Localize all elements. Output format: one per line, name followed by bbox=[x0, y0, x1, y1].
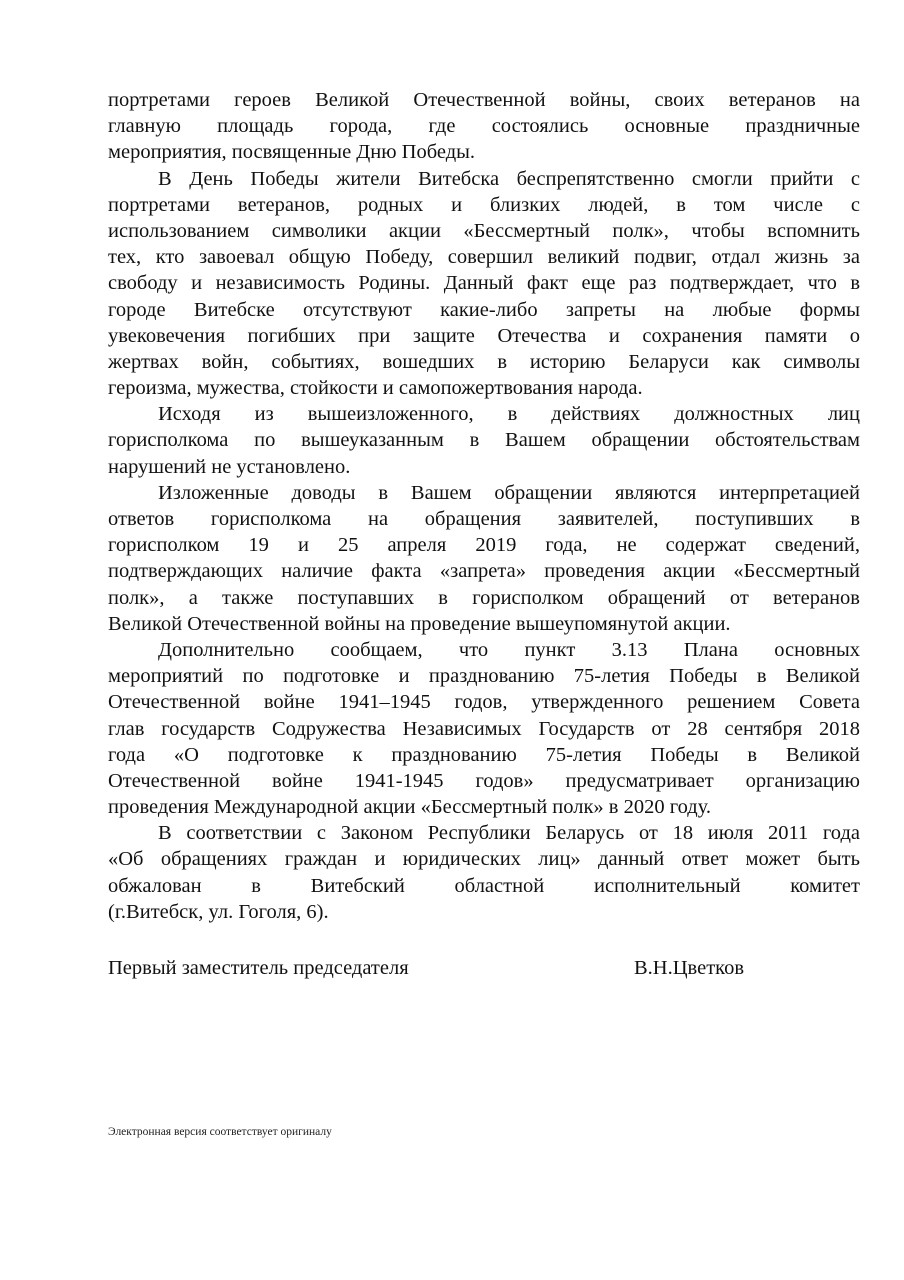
footer-note: Электронная версия соответствует оригиналу bbox=[108, 1126, 332, 1138]
text-line: Отечественной войне 1941-1945 годов» предусматривает организацию bbox=[108, 769, 860, 792]
text-line: «Об обращениях граждан и юридических лиц» данный ответ может быть bbox=[108, 848, 860, 871]
text-line: проведения Международной акции «Бессмертный полк» в 2020 году. bbox=[108, 796, 712, 819]
text-line: увековечения погибших при защите Отечества и сохранения памяти о bbox=[108, 324, 860, 347]
text-line: глав государств Содружества Независимых Государств от 28 сентября 2018 bbox=[108, 717, 860, 740]
text-line: года «О подготовке к празднованию 75-летия Победы в Великой bbox=[108, 743, 860, 766]
text-line: Исходя из вышеизложенного, в действиях должностных лиц bbox=[158, 403, 860, 426]
paragraph bbox=[108, 401, 860, 480]
text-line: Великой Отечественной войны на проведение вышеупомянутой акции. bbox=[108, 612, 731, 635]
text-line: (г.Витебск, ул. Гоголя, 6). bbox=[108, 900, 329, 923]
paragraph bbox=[108, 820, 860, 925]
text-line: Дополнительно сообщаем, что пункт 3.13 Плана основных bbox=[158, 638, 860, 661]
signature-role: Первый заместитель председателя bbox=[108, 957, 409, 979]
text-line: героизма, мужества, стойкости и самопожертвования народа. bbox=[108, 377, 643, 400]
paragraph bbox=[108, 637, 860, 820]
text-line: Изложенные доводы в Вашем обращении являются интерпретацией bbox=[158, 481, 860, 504]
text-line: городе Витебске отсутствуют какие-либо запреты на любые формы bbox=[108, 298, 860, 321]
text-line: В День Победы жители Витебска беспрепятственно смогли прийти с bbox=[158, 167, 860, 190]
paragraph bbox=[108, 87, 860, 166]
paragraph bbox=[108, 480, 860, 637]
text-line: полк», а также поступавших в горисполком обращений от ветеранов bbox=[108, 586, 860, 609]
text-line: В соответствии с Законом Республики Беларусь от 18 июля 2011 года bbox=[158, 822, 860, 845]
text-line: горисполкома по вышеуказанным в Вашем обращении обстоятельствам bbox=[108, 429, 860, 452]
text-line: главную площадь города, где состоялись основные праздничные bbox=[108, 115, 860, 138]
text-line: подтверждающих наличие факта «запрета» проведения акции «Бессмертный bbox=[108, 560, 860, 583]
text-line: портретами героев Великой Отечественной войны, своих ветеранов на bbox=[108, 89, 860, 111]
text-line: нарушений не установлено. bbox=[108, 455, 351, 478]
text-line: Отечественной войне 1941–1945 годов, утвержденного решением Совета bbox=[108, 691, 860, 714]
letter-body bbox=[108, 87, 860, 925]
text-line: обжалован в Витебский областной исполнительный комитет bbox=[108, 874, 860, 897]
text-line: тех, кто завоевал общую Победу, совершил великий подвиг, отдал жизнь за bbox=[108, 246, 860, 269]
text-line: ответов горисполкома на обращения заявителей, поступивших в bbox=[108, 508, 860, 530]
paragraph bbox=[108, 166, 860, 402]
text-line: использованием символики акции «Бессмертный полк», чтобы вспомнить bbox=[108, 219, 860, 242]
text-line: портретами ветеранов, родных и близких людей, в том числе с bbox=[108, 193, 860, 216]
text-line: горисполком 19 и 25 апреля 2019 года, не содержат сведений, bbox=[108, 534, 860, 557]
signature-name: В.Н.Цветков bbox=[634, 957, 744, 979]
text-line: мероприятия, посвященные Дню Победы. bbox=[108, 141, 476, 164]
text-line: мероприятий по подготовке и празднованию 75-летия Победы в Великой bbox=[108, 665, 860, 688]
text-line: жертвах войн, событиях, вошедших в историю Беларуси как символы bbox=[108, 350, 860, 373]
text-line: свободу и независимость Родины. Данный факт еще раз подтверждает, что в bbox=[108, 272, 860, 295]
